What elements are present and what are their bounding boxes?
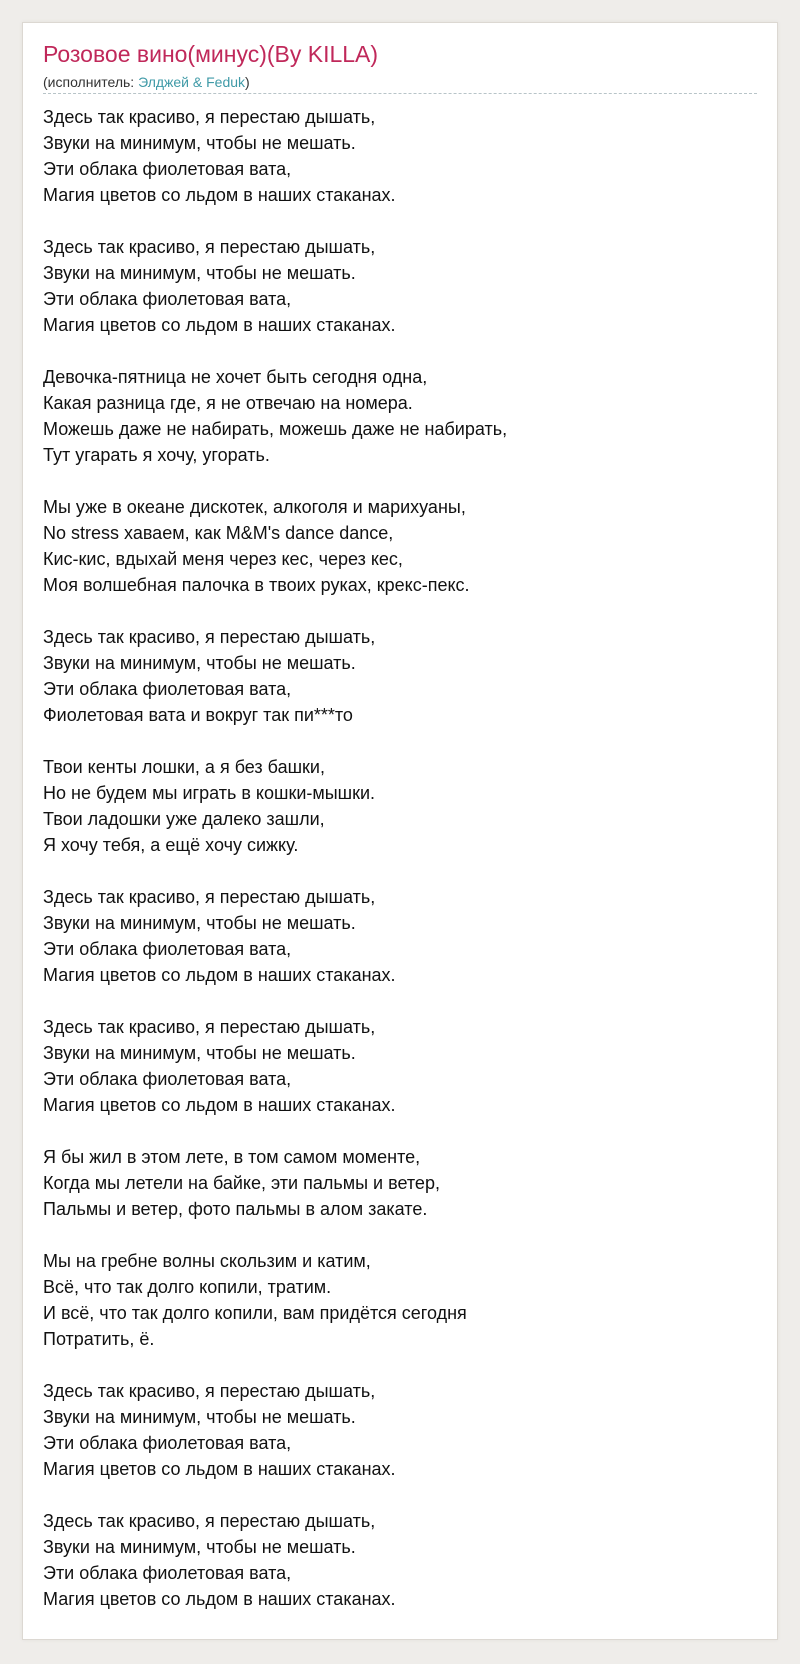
- lyrics-line: Звуки на минимум, чтобы не мешать.: [43, 1537, 356, 1557]
- lyrics-line: Магия цветов со льдом в наших стаканах.: [43, 965, 396, 985]
- lyrics-line: Здесь так красиво, я перестаю дышать,: [43, 1381, 376, 1401]
- artist-link[interactable]: Элджей & Feduk: [138, 74, 246, 90]
- lyrics-line: Когда мы летели на байке, эти пальмы и ветер,: [43, 1173, 440, 1193]
- lyrics-line: И всё, что так долго копили, вам придётся сегодня: [43, 1303, 467, 1323]
- lyrics-line: No stress хаваем, как M&M's dance dance,: [43, 523, 394, 543]
- lyrics-line: Эти облака фиолетовая вата,: [43, 679, 292, 699]
- lyrics-line: Магия цветов со льдом в наших стаканах.: [43, 1589, 396, 1609]
- lyrics-line: Мы на гребне волны скользим и катим,: [43, 1251, 371, 1271]
- lyrics-line: Здесь так красиво, я перестаю дышать,: [43, 1017, 376, 1037]
- lyrics-line: Здесь так красиво, я перестаю дышать,: [43, 887, 376, 907]
- lyrics-line: Всё, что так долго копили, тратим.: [43, 1277, 332, 1297]
- lyrics-line: Звуки на минимум, чтобы не мешать.: [43, 1407, 356, 1427]
- song-title: Розовое вино(минус)(By KILLA): [43, 41, 379, 67]
- lyrics-line: Девочка-пятница не хочет быть сегодня одна,: [43, 367, 428, 387]
- performer-suffix: ): [245, 74, 250, 90]
- lyrics-stanza: [43, 624, 743, 728]
- lyrics-line: Кис-кис, вдыхай меня через кес, через кес,: [43, 549, 403, 569]
- lyrics-stanza: [43, 754, 743, 858]
- lyrics-line: Эти облака фиолетовая вата,: [43, 1433, 292, 1453]
- lyrics-line: Звуки на минимум, чтобы не мешать.: [43, 1043, 356, 1063]
- lyrics-stanza: [43, 1144, 743, 1222]
- lyrics-stanza: [43, 1248, 743, 1352]
- lyrics-line: Эти облака фиолетовая вата,: [43, 289, 292, 309]
- lyrics-line: Потратить, ё.: [43, 1329, 155, 1349]
- lyrics-body: [43, 104, 743, 1638]
- performer-prefix: (исполнитель:: [43, 74, 139, 90]
- lyrics-line: Магия цветов со льдом в наших стаканах.: [43, 1095, 396, 1115]
- lyrics-line: Эти облака фиолетовая вата,: [43, 939, 292, 959]
- lyrics-line: Тут угарать я хочу, угорать.: [43, 445, 270, 465]
- dashed-divider: [43, 93, 757, 94]
- lyrics-line: Звуки на минимум, чтобы не мешать.: [43, 653, 356, 673]
- lyrics-line: Здесь так красиво, я перестаю дышать,: [43, 1511, 376, 1531]
- lyrics-line: Но не будем мы играть в кошки-мышки.: [43, 783, 376, 803]
- lyrics-line: Эти облака фиолетовая вата,: [43, 159, 292, 179]
- lyrics-line: Моя волшебная палочка в твоих руках, крекс-пекс.: [43, 575, 470, 595]
- lyrics-line: Твои кенты лошки, а я без башки,: [43, 757, 325, 777]
- lyrics-line: Звуки на минимум, чтобы не мешать.: [43, 913, 356, 933]
- lyrics-line: Я бы жил в этом лете, в том самом моменте,: [43, 1147, 421, 1167]
- lyrics-line: Твои ладошки уже далеко зашли,: [43, 809, 325, 829]
- lyrics-stanza: [43, 1378, 743, 1482]
- lyrics-stanza: [43, 364, 743, 468]
- lyrics-stanza: [43, 494, 743, 598]
- lyrics-line: Звуки на минимум, чтобы не мешать.: [43, 133, 356, 153]
- lyrics-line: Магия цветов со льдом в наших стаканах.: [43, 1459, 396, 1479]
- lyrics-stanza: [43, 104, 743, 208]
- lyrics-line: Я хочу тебя, а ещё хочу сижку.: [43, 835, 299, 855]
- performer-line: [43, 74, 250, 90]
- lyrics-line: Здесь так красиво, я перестаю дышать,: [43, 237, 376, 257]
- lyrics-stanza: [43, 234, 743, 338]
- lyrics-line: Магия цветов со льдом в наших стаканах.: [43, 185, 396, 205]
- lyrics-line: Звуки на минимум, чтобы не мешать.: [43, 263, 356, 283]
- lyrics-line: Мы уже в океане дискотек, алкоголя и марихуаны,: [43, 497, 466, 517]
- lyrics-line: Пальмы и ветер, фото пальмы в алом закате.: [43, 1199, 428, 1219]
- lyrics-line: Эти облака фиолетовая вата,: [43, 1069, 292, 1089]
- lyrics-line: Можешь даже не набирать, можешь даже не набирать,: [43, 419, 508, 439]
- lyrics-stanza: [43, 884, 743, 988]
- lyrics-card: [22, 22, 778, 1640]
- lyrics-line: Фиолетовая вата и вокруг так пи***то: [43, 705, 353, 725]
- lyrics-line: Какая разница где, я не отвечаю на номера.: [43, 393, 413, 413]
- lyrics-stanza: [43, 1508, 743, 1612]
- lyrics-line: Эти облака фиолетовая вата,: [43, 1563, 292, 1583]
- lyrics-line: Здесь так красиво, я перестаю дышать,: [43, 627, 376, 647]
- lyrics-line: Магия цветов со льдом в наших стаканах.: [43, 315, 396, 335]
- lyrics-stanza: [43, 1014, 743, 1118]
- lyrics-line: Здесь так красиво, я перестаю дышать,: [43, 107, 376, 127]
